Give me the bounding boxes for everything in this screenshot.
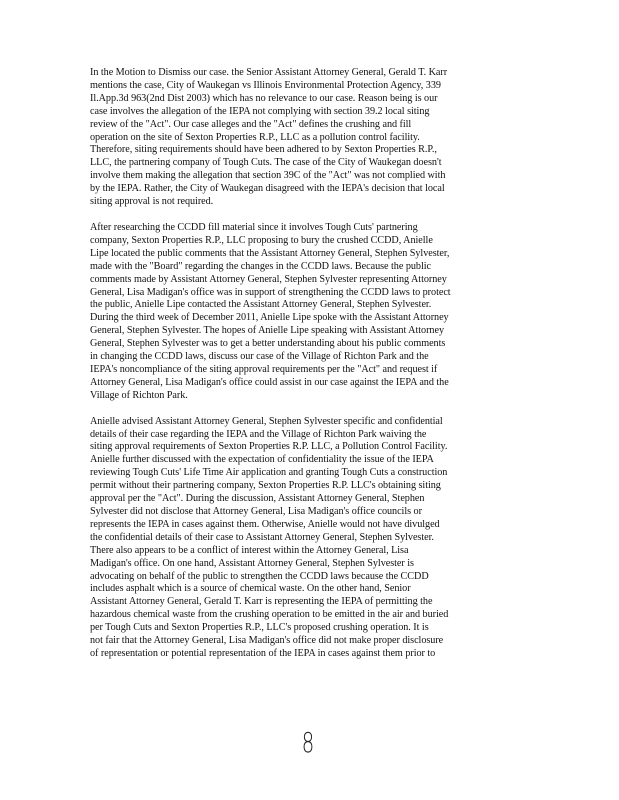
text-line: Attorney General, Lisa Madigan's office could assist in our case against the IEPA and the <box>90 376 449 388</box>
text-line: During the third week of December 2011, Anielle Lipe spoke with the Assistant Attorney <box>90 312 449 324</box>
text-line: comments made by Assistant Attorney General, Stephen Sylvester representing Attorney <box>90 273 447 285</box>
paragraph-1 <box>90 67 530 209</box>
text-line: In the Motion to Dismiss our case. the Senior Assistant Attorney General, Gerald T. Karr <box>90 67 448 78</box>
text-line: Lipe located the public comments that the Assistant Attorney General, Stephen Sylvester, <box>90 247 450 259</box>
text-line: by the IEPA. Rather, the City of Waukegan disagreed with the IEPA's decision that local <box>90 183 445 195</box>
text-line: involve them making the allegation that section 39C of the "Act" was not complied with <box>90 170 446 182</box>
text-line: advocating on behalf of the public to strengthen the CCDD laws because the CCDD <box>90 570 429 582</box>
text-line: permit without their partnering company, Sexton Properties R.P. LLC's obtaining siting <box>90 480 441 492</box>
text-line: the confidential details of their case to Assistant Attorney General, Stephen Sylvester. <box>90 531 434 543</box>
text-line: Anielle advised Assistant Attorney General, Stephen Sylvester specific and confidential <box>90 415 443 427</box>
body-text <box>90 67 530 674</box>
text-line: Village of Richton Park. <box>90 389 188 401</box>
text-line: of representation or potential representation of the IEPA in cases against them prior to <box>90 647 436 659</box>
text-line: case involves the allegation of the IEPA not complying with section 39.2 local siting <box>90 105 430 117</box>
text-line: Assistant Attorney General, Gerald T. Karr is representing the IEPA of permitting the <box>90 596 433 608</box>
text-line: the public, Anielle Lipe contacted the Assistant Attorney General, Stephen Sylvester. <box>90 299 432 311</box>
text-line: LLC, the partnering company of Tough Cuts. The case of the City of Waukegan doesn't <box>90 157 442 169</box>
text-line: reviewing Tough Cuts' Life Time Air application and granting Tough Cuts a construction <box>90 467 448 479</box>
text-line: represents the IEPA in cases against them. Otherwise, Anielle would not have divulged <box>90 518 440 530</box>
text-line: After researching the CCDD fill material since it involves Tough Cuts' partnering <box>90 221 418 233</box>
text-line: General, Lisa Madigan's office was in support of strengthening the CCDD laws to protect <box>90 286 451 298</box>
text-line: Il.App.3d 963(2nd Dist 2003) which has no relevance to our case. Reason being is our <box>90 92 438 104</box>
text-line: made with the "Board" regarding the changes in the CCDD laws. Because the public <box>90 260 431 272</box>
text-line: in changing the CCDD laws, discuss our case of the Village of Richton Park and the <box>90 351 429 363</box>
text-line: operation on the site of Sexton Properties R.P., LLC as a pollution control facility. <box>90 131 420 143</box>
paragraph-2 <box>90 222 530 403</box>
text-line: Anielle further discussed with the expectation of confidentiality the issue of the IEPA <box>90 454 434 466</box>
text-line: IEPA's noncompliance of the siting approval requirements per the "Act" and request if <box>90 363 438 375</box>
text-line: not fair that the Attorney General, Lisa Madigan's office did not make proper disclosure <box>90 635 444 647</box>
text-line: mentions the case, City of Waukegan vs Illinois Environmental Protection Agency, 339 <box>90 79 441 91</box>
paragraph-3 <box>90 416 530 661</box>
text-line: Therefore, siting requirements should have been adhered to by Sexton Properties R.P., <box>90 144 437 156</box>
text-line: details of their case regarding the IEPA and the Village of Richton Park waiving the <box>90 428 427 440</box>
text-line: siting approval is not required. <box>90 196 214 208</box>
text-line: Sylvester did not disclose that Attorney General, Lisa Madigan's office councils or <box>90 506 422 517</box>
text-line: includes asphalt which is a source of chemical waste. On the other hand, Senior <box>90 583 411 595</box>
text-line: General, Stephen Sylvester was to get a better understanding about his public comments <box>90 338 446 350</box>
text-line: hazardous chemical waste from the crushing operation to be emitted in the air and buried <box>90 609 449 621</box>
page-number: 8 <box>301 726 315 759</box>
text-line: There also appears to be a conflict of interest within the Attorney General, Lisa <box>90 544 409 556</box>
text-line: approval per the "Act". During the discussion, Assistant Attorney General, Stephen <box>90 493 425 505</box>
text-line: review of the "Act". Our case alleges and the "Act" defines the crushing and fill <box>90 118 412 130</box>
text-line: company, Sexton Properties R.P., LLC proposing to bury the crushed CCDD, Anielle <box>90 234 433 246</box>
text-line: per Tough Cuts and Sexton Properties R.P., LLC's proposed crushing operation. It is <box>90 622 429 634</box>
text-line: Madigan's office. On one hand, Assistant Attorney General, Stephen Sylvester is <box>90 557 414 569</box>
text-line: General, Stephen Sylvester. The hopes of Anielle Lipe speaking with Assistant Attorney <box>90 325 444 337</box>
text-line: siting approval requirements of Sexton Properties R.P. LLC, a Pollution Control Facility. <box>90 441 448 453</box>
